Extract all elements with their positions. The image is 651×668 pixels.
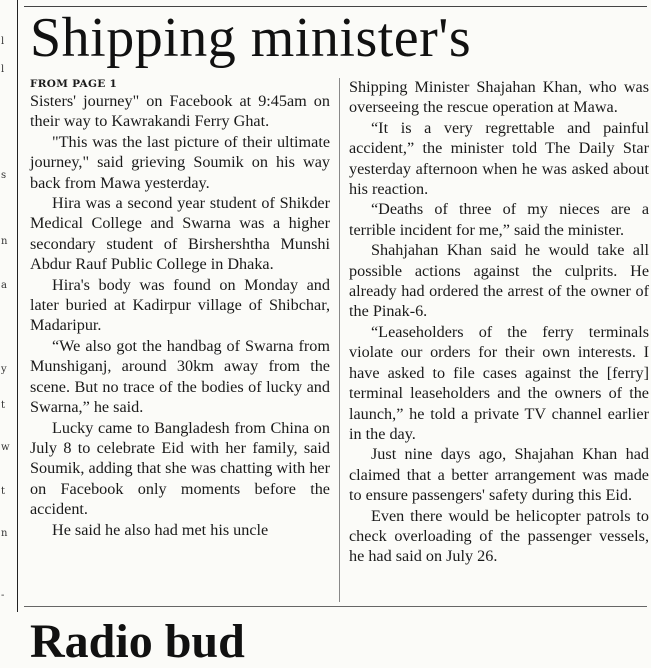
gutter-char: s: [1, 170, 7, 181]
paragraph: Even there would be helicopter patrols to check overloading of the passenger vessels, he had said on July 26.: [349, 506, 649, 566]
kicker: FROM PAGE 1: [30, 78, 118, 90]
paragraph: “We also got the handbag of Swarna from Munshiganj, around 30km away from the scene. But no trace of the bodies of lucky and Swarna,” he said.: [30, 336, 330, 417]
bottom-rule: [24, 606, 647, 607]
left-column: [30, 77, 330, 540]
gutter-char: l: [1, 36, 5, 47]
paragraph: “Deaths of three of my nieces are a terrible incident for me,” said the minister.: [349, 200, 649, 239]
gutter-char: y: [1, 364, 7, 375]
gutter-char: t: [1, 486, 6, 497]
headline: Shipping minister's: [30, 7, 472, 69]
paragraph: Sisters' journey" on Facebook at 9:45am on their way to Kawrakandi Ferry Ghat.: [30, 92, 330, 131]
gutter-char: w: [1, 442, 10, 453]
paragraph: Lucky came to Bangladesh from China on July 8 to celebrate Eid with her family, said Soumik, adding that she was chatting with her on Facebook only moments before the accident.: [30, 418, 330, 519]
paragraph: He said he also had met his uncle: [52, 520, 269, 539]
paragraph: Shipping Minister Shajahan Khan, who was overseeing the rescue operation at Mawa.: [349, 78, 649, 117]
gutter-char: a: [1, 280, 7, 291]
paragraph: "This was the last picture of their ultimate journey," said grieving Soumik on his way back from Mawa yesterday.: [30, 132, 330, 192]
next-article-headline: [30, 612, 330, 668]
gutter-char: t: [1, 400, 6, 411]
paragraph: “Leaseholders of the ferry terminals violate our orders for their own interests. I have asked to file cases against the [ferry] terminal leaseholders and the owners of the launch,” he told a private TV channel earlier in the day.: [349, 322, 649, 443]
paragraph: Hira's body was found on Monday and later buried at Kadirpur village of Shibchar, Madaripur.: [30, 275, 330, 335]
gutter-char: n: [1, 236, 8, 247]
right-column: [349, 77, 649, 567]
next-headline-text: Radio bud: [30, 615, 245, 668]
gutter-char: -: [1, 590, 5, 601]
column-divider: [339, 78, 340, 602]
paragraph: Hira was a second year student of Shikder Medical College and Swarna was a higher secondary student of Birshershtha Munshi Abdur Rauf Public College in Dhaka.: [30, 194, 330, 274]
left-gutter: [0, 0, 14, 631]
gutter-char: l: [1, 64, 5, 75]
gutter-divider: [17, 0, 18, 612]
gutter-char: n: [1, 528, 8, 539]
paragraph: Just nine days ago, Shajahan Khan had claimed that a better arrangement was made to ensure passengers' safety during this Eid.: [349, 445, 649, 505]
paragraph: Shahjahan Khan said he would take all possible actions against the culprits. He already had ordered the arrest of the owner of the Pinak-6.: [349, 241, 649, 321]
paragraph: “It is a very regrettable and painful accident,” the minister told The Daily Star yesterday afternoon when he was asked about his reaction.: [349, 118, 649, 199]
